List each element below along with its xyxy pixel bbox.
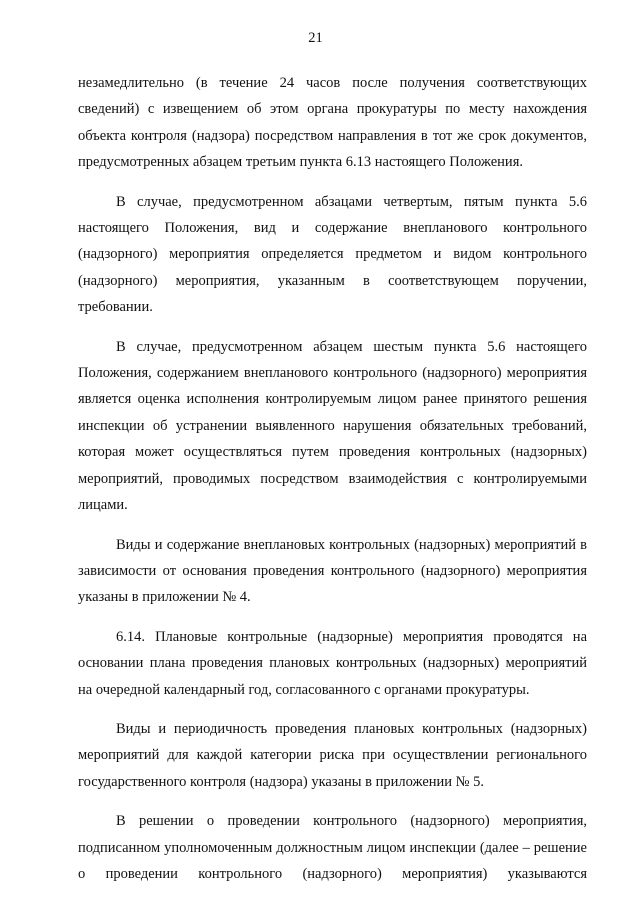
paragraph-decision: В решении о проведении контрольного (надзорного) мероприятия, подписанном уполномоченным должностным лицом инспекции (далее – решение о проведении контрольного (надзорного) мероприятия) указываются xyxy=(78,813,587,882)
page-body xyxy=(78,70,587,900)
paragraph-appendix-4: Виды и содержание внеплановых контрольных (надзорных) мероприятий в зависимости от основания проведения контрольного (надзорного) мероприятия указаны в приложении № 4. xyxy=(78,536,587,606)
paragraph-item-5-6-four-five: В случае, предусмотренном абзацами четвертым, пятым пункта 5.6 настоящего Положения, вид и содержание внепланового контрольного (надзорного) мероприятия определяется предметом и видом контрольного (надзорного) мероприятия, указанным в соответствующем поручении, требовании. xyxy=(78,193,587,316)
page-number: 21 xyxy=(308,30,323,46)
paragraph-appendix-5: Виды и периодичность проведения плановых контрольных (надзорных) мероприятий для каждой категории риска при осуществлении регионального государственного контроля (надзора) указаны в приложении № 5. xyxy=(78,720,587,790)
paragraph-continuation: незамедлительно (в течение 24 часов после получения соответствующих сведений) с извещением об этом органа прокуратуры по месту нахождения объекта контроля (надзора) посредством направления в тот же срок документов, предусмотренных абзацем третьим пункта 6.13 настоящего Положения. xyxy=(78,75,587,171)
paragraph-item-5-6-six: В случае, предусмотренном абзацем шестым пункта 5.6 настоящего Положения, содержанием внепланового контрольного (надзорного) мероприятия является оценка исполнения контролируемым лицом ранее принятого решения инспекции об устранении выявленного нарушения обязательных требований, которая может осуществляться путем проведения контрольных (надзорных) мероприятий, проводимых посредством взаимодействия с контролируемыми лицами. xyxy=(78,338,587,514)
paragraph-6-14: 6.14. Плановые контрольные (надзорные) мероприятия проводятся на основании плана проведения плановых контрольных (надзорных) мероприятий на очередной календарный год, согласованного с органами прокуратуры. xyxy=(78,628,587,698)
